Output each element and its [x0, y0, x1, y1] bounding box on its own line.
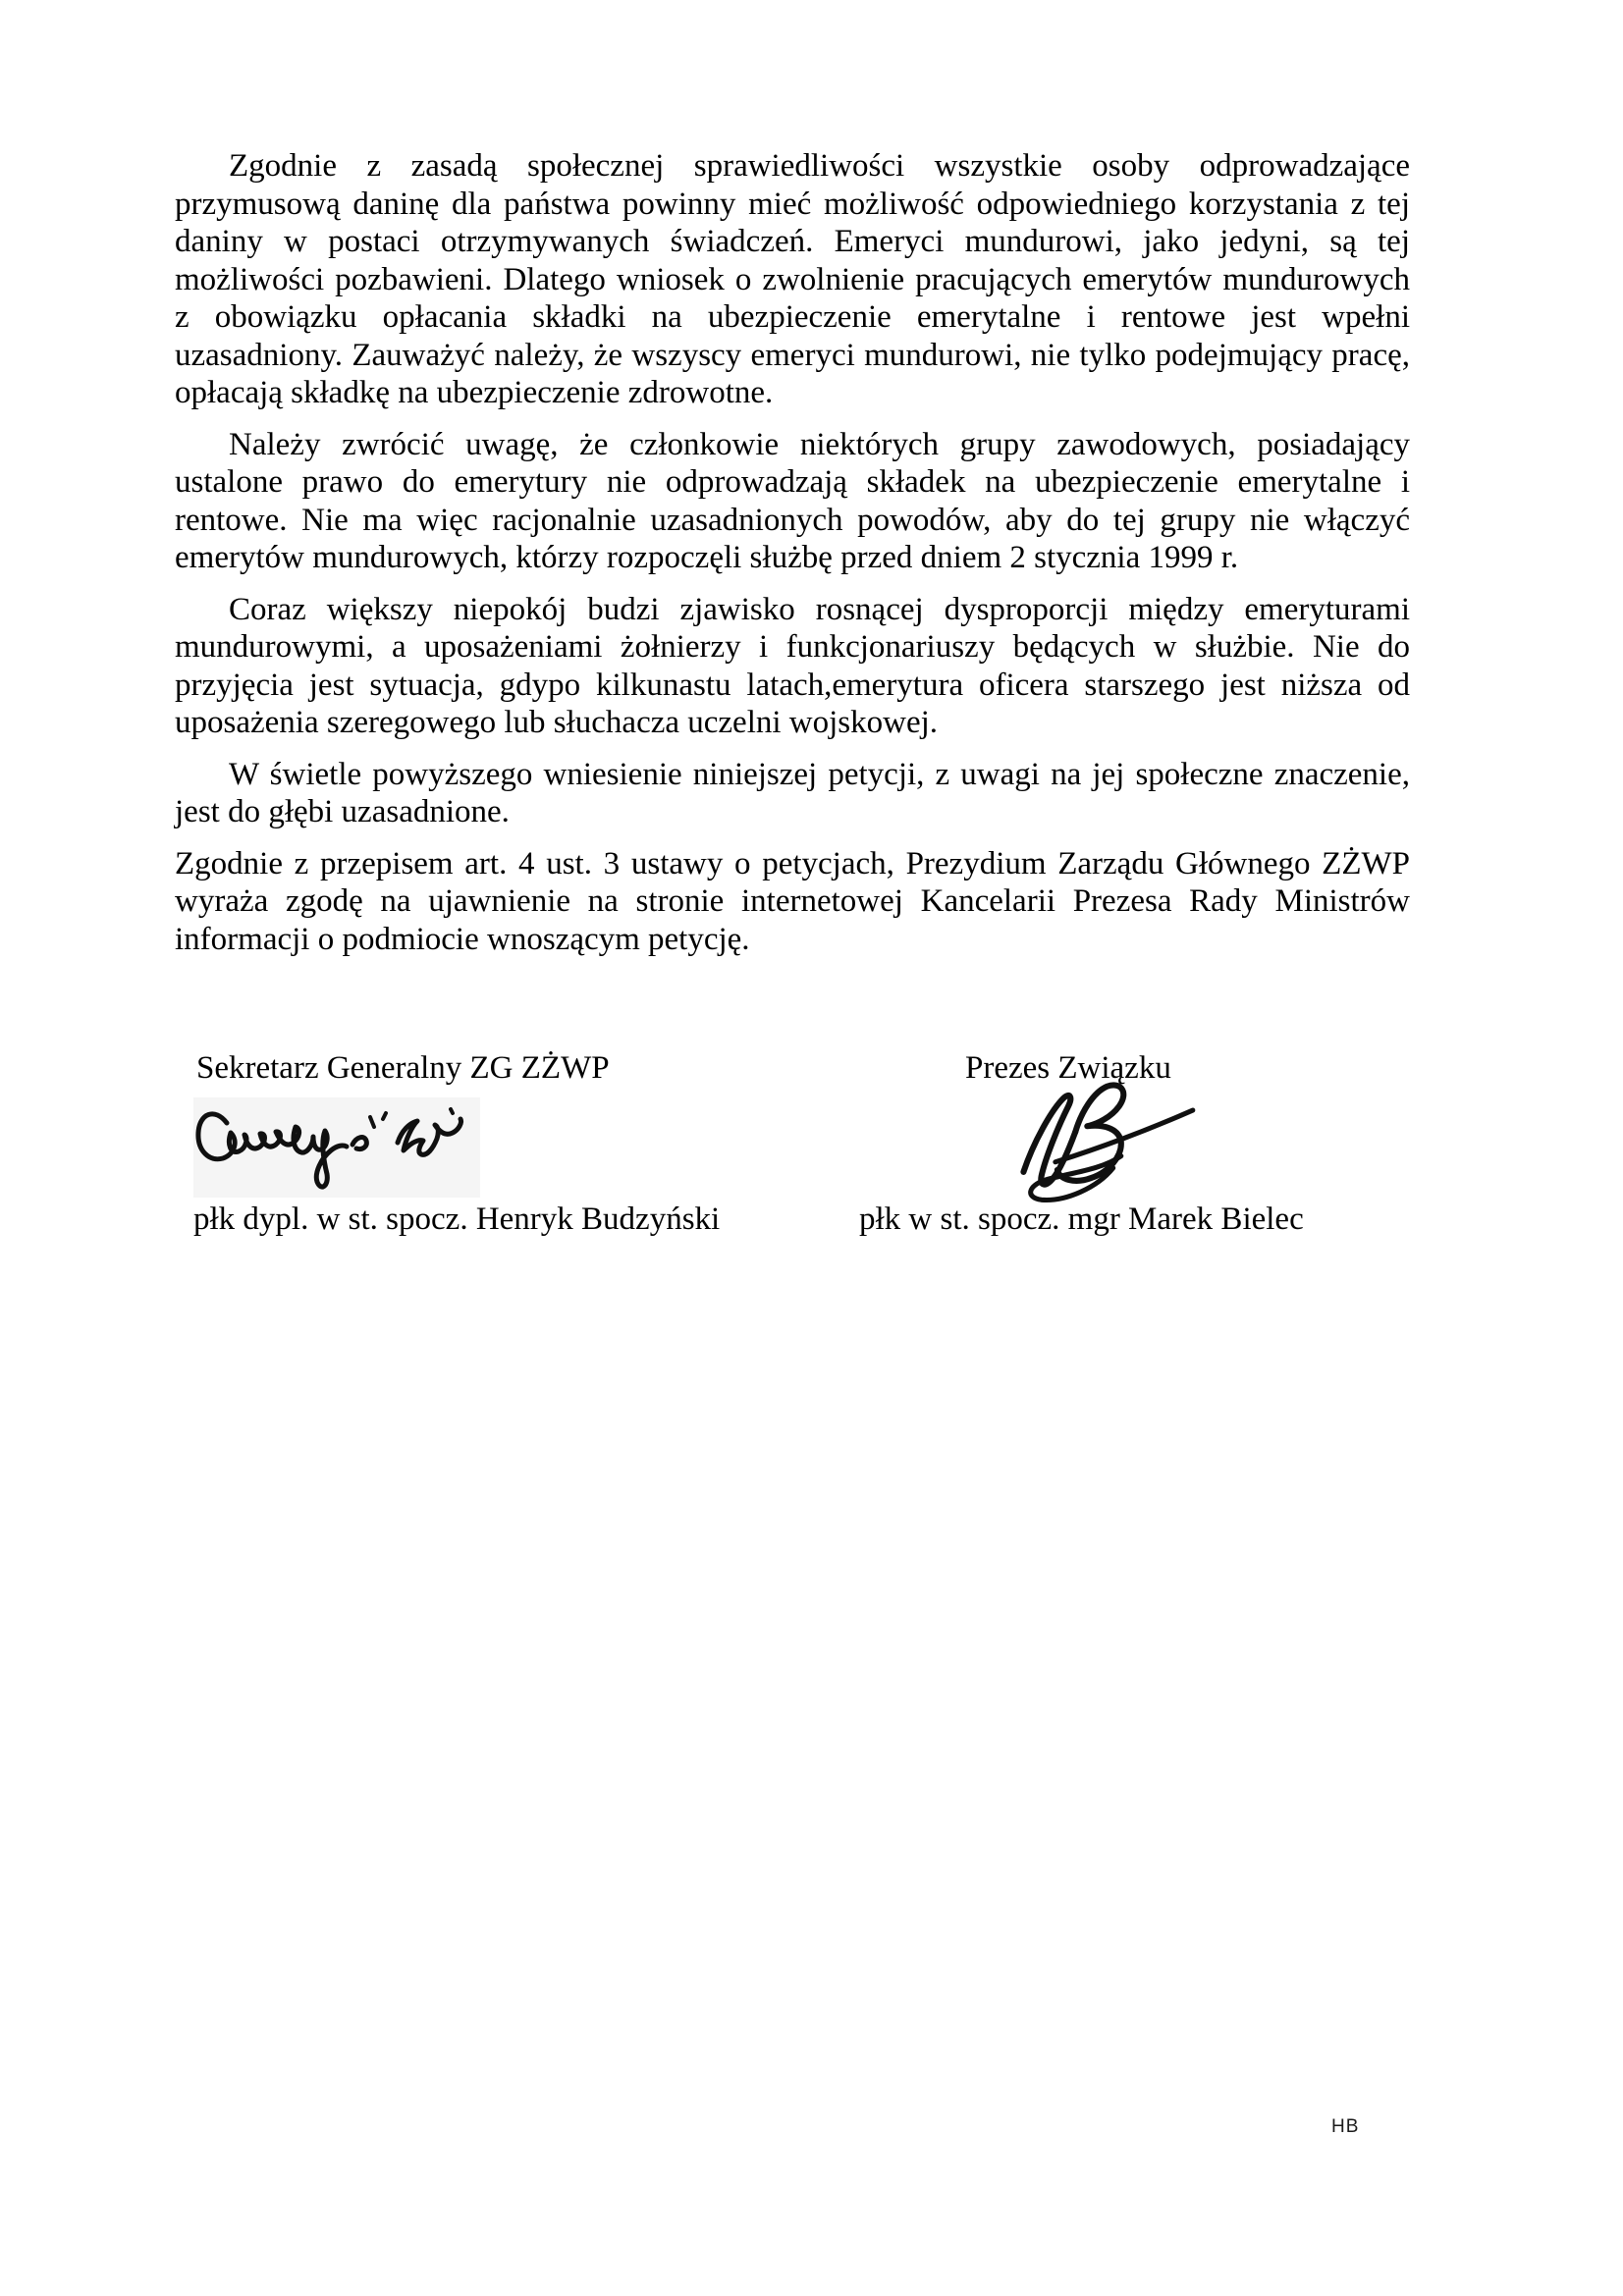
signature-right-svg [994, 1076, 1208, 1211]
signature-title-left: Sekretarz Generalny ZG ZŻWP [196, 1050, 610, 1086]
paragraph-3: Coraz większy niepokój budzi zjawisko rosnącej dysproporcji między emeryturami mundurowymi, a uposażeniami żołnierzy i funkcjonariuszy będących w służbie. Nie do przyjęcia jest sytuacja, gdypo kilkunastu latach,emerytura oficera starszego jest niższa od uposażenia szeregowego lub słuchacza uczelni wojskowej. [175, 591, 1410, 740]
signatory-name-left: płk dypl. w st. spocz. Henryk Budzyński [193, 1201, 721, 1237]
signature-left-svg [193, 1097, 480, 1198]
signature-stroke [398, 1119, 461, 1154]
signature-stroke [370, 1117, 374, 1127]
signature-stroke [1023, 1095, 1075, 1185]
paragraph-2: Należy zwrócić uwagę, że członkowie niektórych grupy zawodowych, posiadający ustalone prawo do emerytury nie odprowadzają składek na ubezpieczenie emerytalne i rentowe. Nie ma więc racjonalnie uzasadnionych powodów, aby do tej grupy nie włączyć emerytów mundurowych, którzy rozpoczęli służbę przed dniem 2 stycznia 1999 r. [175, 426, 1410, 575]
footer-initials: HB [1331, 2116, 1360, 2137]
signature-title-right: Prezes Związku [965, 1050, 1171, 1086]
paragraph-4: W świetle powyższego wniesienie niniejszej petycji, z uwagi na jej społeczne znaczenie, jest do głębi uzasadnione. [175, 756, 1410, 829]
signature-stroke [198, 1114, 347, 1187]
handwritten-signature-left [193, 1097, 480, 1198]
letter-body [175, 147, 1410, 972]
signature-stroke [383, 1113, 386, 1119]
paragraph-5: Zgodnie z przepisem art. 4 ust. 3 ustawy o petycjach, Prezydium Zarządu Głównego ZŻWP wyraża zgodę na ujawnienie na stronie internetowej Kancelarii Prezesa Rady Ministrów informacji o podmiocie wnoszącym petycję. [175, 845, 1410, 957]
signatory-name-right: płk w st. spocz. mgr Marek Bielec [859, 1201, 1304, 1237]
paragraph-1: Zgodnie z zasadą społecznej sprawiedliwości wszystkie osoby odprowadzające przymusową daninę dla państwa powinny mieć możliwość odpowiedniego korzystania z tej daniny w postaci otrzymywanych świadczeń. Emeryci mundurowi, jako jedyni, są tej możliwości pozbawieni. Dlatego wniosek o zwolnienie pracujących emerytów mundurowych z obowiązku opłacania składki na ubezpieczenie emerytalne i rentowe jest wpełni uzasadniony. Zauważyć należy, że wszyscy emeryci mundurowi, nie tylko podejmujący pracę, opłacają składkę na ubezpieczenie zdrowotne. [175, 148, 1410, 410]
handwritten-signature-right [994, 1076, 1208, 1211]
signature-stroke [451, 1109, 453, 1113]
signature-stroke [352, 1138, 366, 1149]
